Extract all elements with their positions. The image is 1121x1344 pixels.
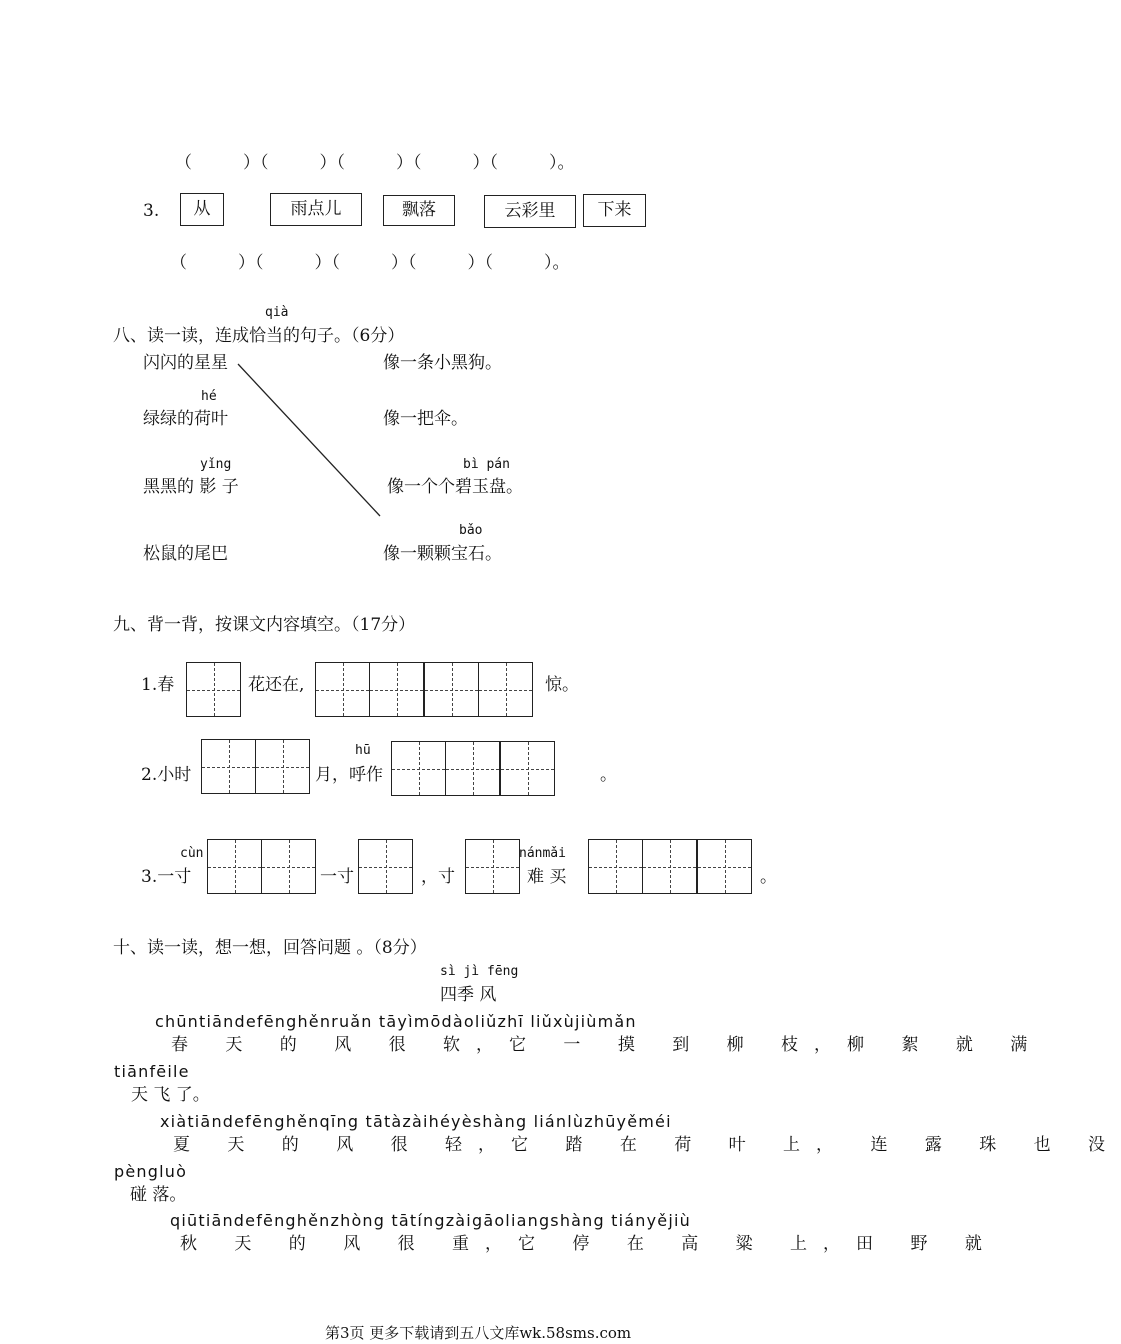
pinyin: bì pán [463,457,510,472]
title-char: 恰 [249,326,266,346]
pinyin-line: pèngluò [114,1162,188,1181]
writing-grid[interactable] [478,662,533,717]
pinyin-line: qiūtiāndefēnghěnzhòng tātíngzàigāoliangshàng tiányějiù [170,1211,691,1230]
match-right-item: 像一条小黑狗。 [383,353,502,373]
passage-line: 春 天 的 风 很 软，它 一 摸 到 柳 枝，柳 絮 就 满 [171,1035,1044,1055]
passage-line: 天 飞 了。 [131,1085,210,1105]
passage-line: 夏 天 的 风 很 轻，它 踏 在 荷 叶 上， 连 露 珠 也 没 [173,1135,1121,1155]
pinyin: qià [265,305,289,320]
match-left-item: 黑黑的 影 子 [143,477,239,497]
writing-grid[interactable] [255,739,310,794]
fill-text: 月，呼作 [315,765,383,785]
pinyin: nánmǎi [519,846,566,861]
pinyin: yǐng [200,457,232,472]
fill-text: 一寸 [320,867,354,887]
fill-text: 。 [600,765,617,785]
poem-title: 四季 风 [440,985,497,1005]
section-title-text: 八、读一读，连成 [113,326,249,346]
match-right-item: 像一把伞。 [383,409,468,429]
pinyin-line: tiānfēile [114,1062,190,1081]
section-title-text: 当的句子。（6分） [266,326,405,346]
writing-grid[interactable] [369,662,424,717]
writing-grid[interactable] [391,741,446,796]
match-right-item: 像一个个碧玉盘。 [387,477,523,497]
writing-grid[interactable] [358,839,413,894]
fill-text: 。 [760,867,777,887]
fill-text: 惊。 [545,675,579,695]
fill-text: 1.春 [141,675,175,695]
writing-grid[interactable] [500,741,555,796]
word-box: 飘落 [383,195,455,226]
section-title: 十、读一读，想一想，回答问题 。（8分） [113,938,427,958]
writing-grid[interactable] [697,839,752,894]
word-box: 下来 [583,194,646,227]
pinyin: bǎo [459,523,483,538]
fill-text: 花还在, [248,675,305,695]
pinyin: hū [355,743,371,758]
writing-grid[interactable] [588,839,643,894]
writing-grid[interactable] [642,839,697,894]
pinyin: sì jì fēng [440,964,519,979]
fill-text: ，寸 [421,867,455,887]
answer-blanks-row: （ ）（ ）（ ）（ ）（ ）。 [175,153,575,173]
writing-grid[interactable] [207,839,262,894]
fill-text: 难 买 [527,867,567,887]
writing-grid[interactable] [424,662,479,717]
match-left-item: 闪闪的星星 [143,353,228,373]
fill-text: 2.小时 [141,765,192,785]
word-box: 云彩里 [484,195,576,228]
pinyin: cùn [180,846,204,861]
fill-text: 3.一寸 [141,867,192,887]
passage-line: 秋 天 的 风 很 重，它 停 在 高 粱 上，田 野 就 [180,1234,998,1254]
writing-grid[interactable] [186,662,241,717]
writing-grid[interactable] [261,839,316,894]
passage-line: 碰 落。 [130,1185,187,1205]
page-footer: 第3页 更多下载请到五八文库wk.58sms.com [325,1324,632,1342]
word-box: 雨点儿 [270,193,362,226]
match-left-item: 松鼠的尾巴 [143,544,228,564]
match-left-item: 绿绿的荷叶 [143,409,228,429]
word-box: 从 [180,193,224,226]
writing-grid[interactable] [201,739,256,794]
section-title: 九、背一背，按课文内容填空。（17分） [113,615,416,635]
writing-grid[interactable] [445,741,500,796]
match-right-item: 像一颗颗宝石。 [383,544,502,564]
writing-grid[interactable] [465,839,520,894]
answer-blanks-row: （ ）（ ）（ ）（ ）（ ）。 [170,253,570,273]
writing-grid[interactable] [315,662,370,717]
pinyin: hé [201,389,217,404]
question-number: 3. [143,201,160,221]
pinyin-line: chūntiāndefēnghěnruǎn tāyìmōdàoliǔzhī liǔxùjiùmǎn [155,1012,637,1031]
pinyin-line: xiàtiāndefēnghěnqīng tātàzàihéyèshàng liánlùzhūyěméi [160,1112,672,1131]
